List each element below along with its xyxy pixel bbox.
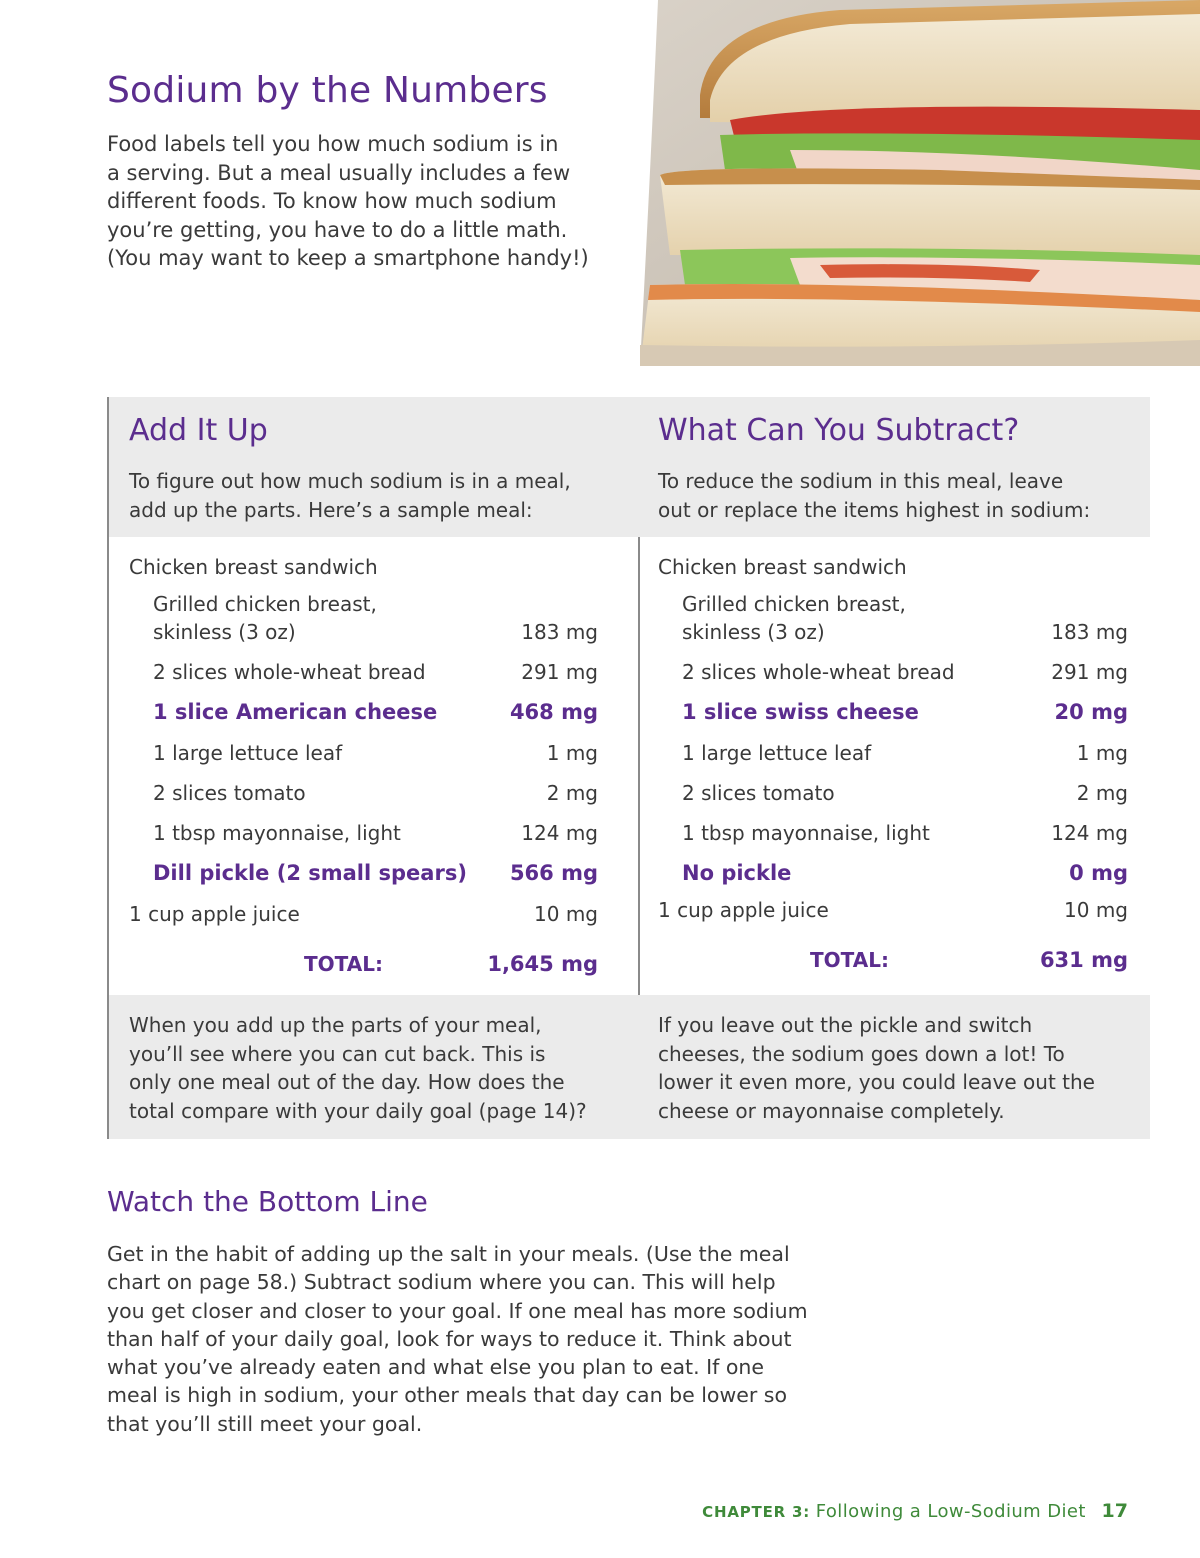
sandwich-photo bbox=[640, 0, 1200, 366]
subtract-column bbox=[638, 397, 1150, 1139]
footer-line: If you leave out the pickle and switch bbox=[658, 1013, 1033, 1037]
item-label: 1 tbsp mayonnaise, light bbox=[153, 821, 401, 845]
item-value: 124 mg bbox=[521, 821, 598, 845]
meal-name: Chicken breast sandwich bbox=[129, 555, 378, 579]
paragraph-line: you get closer and closer to your goal. If one meal has more sodium bbox=[107, 1298, 808, 1323]
sandwich-image bbox=[640, 0, 1200, 366]
item-value: 124 mg bbox=[1051, 821, 1128, 845]
chapter-name: Following a Low-Sodium Diet bbox=[815, 1501, 1086, 1522]
item-label: Dill pickle (2 small spears) bbox=[153, 861, 467, 885]
list-item bbox=[682, 590, 1128, 646]
item-label: No pickle bbox=[682, 861, 792, 885]
item-value: 291 mg bbox=[1051, 660, 1128, 684]
column-intro-line: To figure out how much sodium is in a meal, bbox=[129, 469, 571, 493]
column-footer-text bbox=[658, 1011, 1148, 1125]
item-label: 2 slices tomato bbox=[153, 781, 306, 805]
page-title: Sodium by the Numbers bbox=[107, 70, 548, 111]
section-paragraph bbox=[107, 1240, 827, 1438]
column-intro-line: To reduce the sodium in this meal, leave bbox=[658, 469, 1064, 493]
item-value: 10 mg bbox=[1064, 898, 1128, 922]
total-value: 631 mg bbox=[1039, 948, 1128, 972]
total-label: TOTAL: bbox=[304, 952, 383, 976]
intro-line: you’re getting, you have to do a little math. bbox=[107, 217, 568, 242]
item-label: 1 tbsp mayonnaise, light bbox=[682, 821, 930, 845]
item-label: 1 large lettuce leaf bbox=[682, 741, 872, 765]
item-value: 468 mg bbox=[509, 700, 598, 724]
column-heading: Add It Up bbox=[129, 413, 268, 448]
item-label: 1 slice American cheese bbox=[153, 700, 438, 724]
item-value: 2 mg bbox=[1076, 781, 1128, 805]
page-number: 17 bbox=[1101, 1500, 1128, 1522]
page-footer bbox=[702, 1500, 1128, 1522]
item-label: 1 large lettuce leaf bbox=[153, 741, 343, 765]
list-item bbox=[153, 590, 598, 646]
item-label bbox=[682, 590, 906, 646]
footer-line: only one meal out of the day. How does the bbox=[129, 1070, 565, 1094]
paragraph-line: Get in the habit of adding up the salt in your meals. (Use the meal bbox=[107, 1242, 790, 1266]
item-label-line: skinless (3 oz) bbox=[682, 620, 825, 644]
total-label: TOTAL: bbox=[810, 948, 889, 972]
column-intro bbox=[129, 467, 609, 524]
item-label: 2 slices whole-wheat bread bbox=[682, 660, 955, 684]
column-footer-text bbox=[129, 1011, 619, 1125]
footer-line: cheese or mayonnaise completely. bbox=[658, 1098, 1005, 1123]
item-value: 0 mg bbox=[1069, 861, 1128, 885]
column-header bbox=[638, 397, 1150, 537]
total-value: 1,645 mg bbox=[487, 952, 598, 976]
item-label: 2 slices whole-wheat bread bbox=[153, 660, 426, 684]
section-heading: Watch the Bottom Line bbox=[107, 1185, 428, 1218]
add-it-up-column bbox=[107, 397, 640, 1139]
column-header bbox=[109, 397, 638, 537]
item-label-line: skinless (3 oz) bbox=[153, 620, 296, 644]
column-footer bbox=[109, 995, 638, 1139]
item-label-line: Grilled chicken breast, bbox=[153, 592, 377, 616]
column-intro bbox=[658, 467, 1138, 524]
footer-line: cheeses, the sodium goes down a lot! To bbox=[658, 1041, 1065, 1066]
paragraph-line: what you’ve already eaten and what else you plan to eat. If one bbox=[107, 1355, 765, 1380]
item-value: 1 mg bbox=[546, 741, 598, 765]
item-value: 183 mg bbox=[521, 620, 598, 644]
intro-line: Food labels tell you how much sodium is in bbox=[107, 132, 559, 156]
footer-line: lower it even more, you could leave out the bbox=[658, 1070, 1095, 1094]
column-intro-line: add up the parts. Here’s a sample meal: bbox=[129, 497, 533, 522]
item-value: 10 mg bbox=[534, 902, 598, 926]
item-value: 566 mg bbox=[509, 861, 598, 885]
footer-line: When you add up the parts of your meal, bbox=[129, 1013, 542, 1037]
chapter-label: CHAPTER 3: bbox=[702, 1503, 811, 1521]
paragraph-line: that you’ll still meet your goal. bbox=[107, 1411, 423, 1436]
item-label: 1 cup apple juice bbox=[129, 902, 300, 926]
item-value: 183 mg bbox=[1051, 620, 1128, 644]
intro-line: different foods. To know how much sodium bbox=[107, 189, 557, 213]
column-intro-line: out or replace the items highest in sodium: bbox=[658, 497, 1091, 522]
intro-paragraph bbox=[107, 130, 627, 273]
item-label-line: Grilled chicken breast, bbox=[682, 592, 906, 616]
column-heading: What Can You Subtract? bbox=[658, 413, 1020, 448]
item-label: 1 slice swiss cheese bbox=[682, 700, 919, 724]
item-label: 2 slices tomato bbox=[682, 781, 835, 805]
intro-line: (You may want to keep a smartphone handy!) bbox=[107, 246, 589, 270]
sodium-comparison bbox=[107, 397, 1150, 1139]
item-value: 2 mg bbox=[546, 781, 598, 805]
item-value: 1 mg bbox=[1076, 741, 1128, 765]
item-label bbox=[153, 590, 377, 646]
item-value: 291 mg bbox=[521, 660, 598, 684]
item-label: 1 cup apple juice bbox=[658, 898, 829, 922]
meal-list bbox=[638, 537, 1150, 995]
paragraph-line: chart on page 58.) Subtract sodium where you can. This will help bbox=[107, 1270, 776, 1295]
paragraph-line: meal is high in sodium, your other meals that day can be lower so bbox=[107, 1383, 788, 1408]
column-footer bbox=[638, 995, 1150, 1139]
footer-line: you’ll see where you can cut back. This is bbox=[129, 1041, 546, 1066]
paragraph-line: than half of your daily goal, look for ways to reduce it. Think about bbox=[107, 1326, 792, 1351]
intro-line: a serving. But a meal usually includes a few bbox=[107, 160, 571, 185]
meal-name: Chicken breast sandwich bbox=[658, 555, 907, 579]
meal-list bbox=[109, 537, 638, 995]
footer-line: total compare with your daily goal (page 14)? bbox=[129, 1098, 587, 1123]
item-value: 20 mg bbox=[1054, 700, 1128, 724]
